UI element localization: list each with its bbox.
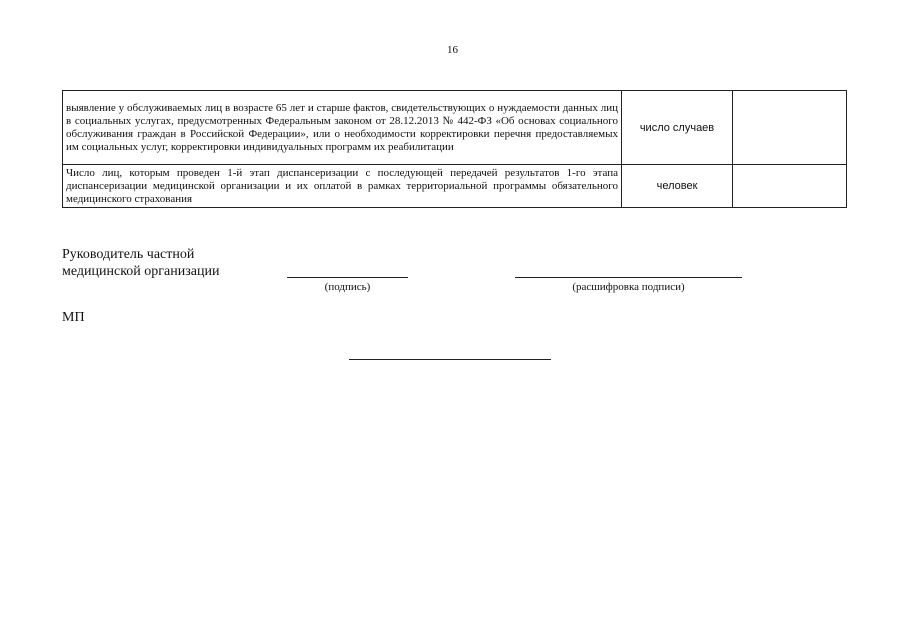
- page-number: 16: [447, 44, 458, 56]
- signature-line: [287, 277, 408, 278]
- signature-decode-line: [515, 277, 742, 278]
- signer-role-line-1: Руководитель частной: [62, 247, 195, 262]
- row-value: [733, 91, 847, 165]
- table-row: [63, 91, 847, 165]
- row-description: Число лиц, которым проведен 1-й этап диспансеризации с последующей передачей результатов 1-го этапа диспансеризации медицинской организации и их оплатой в рамках территориальной программы обязательного медицинского страхования: [63, 165, 622, 208]
- date-line: [349, 359, 551, 360]
- row-value: [733, 165, 847, 208]
- table-row: [63, 165, 847, 208]
- signer-title: [62, 246, 219, 280]
- stamp-label: МП: [62, 310, 85, 325]
- row-unit: человек: [622, 165, 733, 208]
- signature-decode-caption: (расшифровка подписи): [572, 281, 685, 293]
- signature-caption: (подпись): [324, 281, 371, 293]
- row-description: выявление у обслуживаемых лиц в возрасте 65 лет и старше фактов, свидетельствующих о нуждаемости данных лиц в социальных услугах, предусмотренных Федеральным законом от 28.12.2013 № 442-ФЗ «Об основах социального обслуживания граждан в Российской Федерации», или о необходимости корректировки перечня предоставляемых им социальных услуг, корректировки индивидуальных программ их реабилитации: [63, 91, 622, 165]
- row-unit: число случаев: [622, 91, 733, 165]
- report-table: [62, 90, 847, 208]
- signer-role-line-2: медицинской организации: [62, 264, 220, 279]
